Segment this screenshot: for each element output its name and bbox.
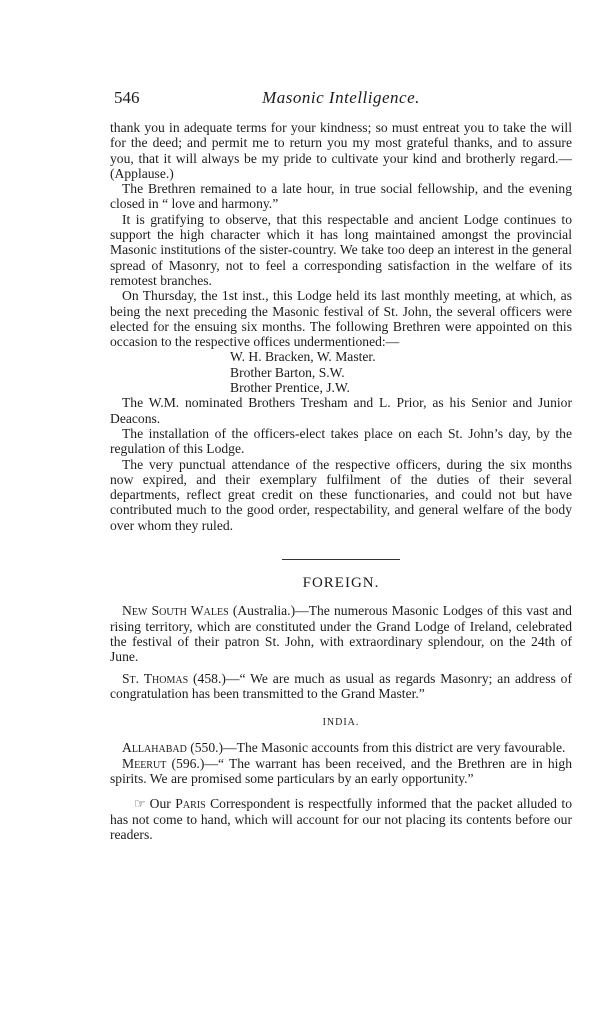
officer-entry: Brother Barton, S.W. [230, 364, 345, 380]
paragraph-text: (596.)—“ The warrant has been received, and the Brethren are in high spirits. We are promised some particulars by an early opportunity.” [110, 755, 572, 786]
notice-lead: Our [149, 796, 176, 812]
page-number: 546 [114, 88, 140, 107]
pointing-hand-icon: ☞ [134, 796, 146, 812]
officers-list [230, 349, 572, 395]
paragraph-installation: The installation of the officers-elect takes place on each St. John’s day, by the regulation of this Lodge. [110, 425, 572, 457]
paragraph-thursday-meeting: On Thursday, the 1st inst., this Lodge held its last monthly meeting, at which, as being the next preceding the Masonic festival of St. John, the several officers were elected for the ensuing six months. The following Brethren were appointed on this occasion to the respective offices undermentioned:— [110, 288, 572, 350]
paragraph-text: (Australia.)—The numerous Masonic Lodges of this vast and rising territory, which are constituted under the Grand Lodge of Ireland, celebrated the festival of their patron St. John, with extraordinary splendour, on the 24th of June. [110, 603, 572, 665]
officer-entry: Brother Prentice, J.W. [230, 380, 350, 396]
page-header [110, 90, 572, 120]
page [110, 90, 572, 842]
place-name: Paris [175, 796, 206, 812]
paragraph-attendance: The very punctual attendance of the respective officers, during the six months now expired, and their exemplary fulfilment of the duties of their several departments, reflect great credit on these functionaries, and could not but have contributed much to the good order, respectability, and general welfare of the body over whom they ruled. [110, 456, 572, 533]
paragraph-text: (458.)—“ We are much as usual as regards Masonry; an address of congratulation has been transmitted to the Grand Master.” [110, 670, 572, 701]
paragraph-new-south-wales [110, 603, 572, 664]
paragraph-paris-notice [110, 796, 572, 842]
paragraph-thanks: thank you in adequate terms for your kindness; so must entreat you to take the will for the deed; and permit me to return you my most grateful thanks, and to assure you, that it will always be my pride to cultivate your kind and brotherly regard.—(Applause.) [110, 120, 572, 181]
section-heading-foreign: FOREIGN. [302, 575, 380, 592]
paragraph-brethren-remained: The Brethren remained to a late hour, in true social fellowship, and the evening closed in “ love and harmony.” [110, 181, 572, 212]
paragraph-gratifying: It is gratifying to observe, that this respectable and ancient Lodge continues to support the high character which it has long maintained amongst the provincial Masonic institutions of the sister-country. We take too deep an interest in the general spread of Masonry, not to feel a corresponding satisfaction in the welfare of its remotest branches. [110, 211, 572, 288]
place-name: St. Thomas [122, 670, 189, 686]
place-name: Allahabad [122, 740, 187, 756]
paragraph-meerut [110, 756, 572, 787]
place-name: Meerut [122, 755, 167, 771]
officer-entry: W. H. Bracken, W. Master. [230, 349, 376, 365]
paragraph-st-thomas [110, 671, 572, 702]
paragraph-text: Correspondent is respectfully informed that the packet alluded to has not come to hand, which will account for our not placing its contents before our readers. [110, 796, 573, 842]
paragraph-text: (550.)—The Masonic accounts from this district are very favourable. [186, 740, 566, 756]
paragraph-allahabad [110, 740, 572, 755]
place-name: New South Wales [122, 603, 229, 619]
paragraph-deacons: The W.M. nominated Brothers Tresham and L. Prior, as his Senior and Junior Deacons. [110, 395, 572, 426]
running-title: Masonic Intelligence. [262, 88, 420, 107]
section-heading-india: INDIA. [322, 717, 360, 729]
section-divider [282, 559, 400, 560]
